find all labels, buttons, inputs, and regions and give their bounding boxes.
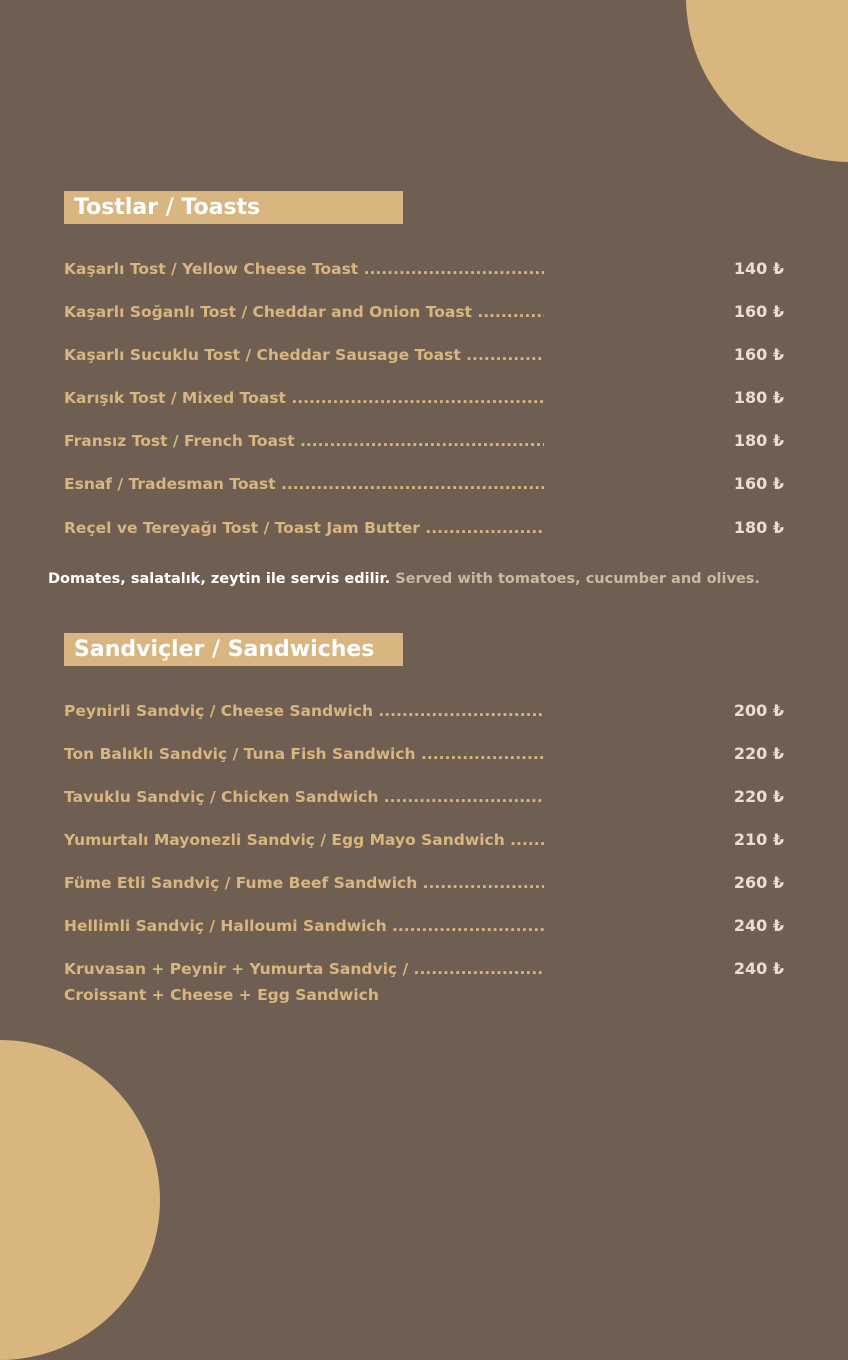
item-name: Reçel ve Tereyağı Tost / Toast Jam Butter ..... (64, 517, 544, 539)
menu-item-sandwich (64, 743, 784, 767)
item-name: Hellimli Sandviç / Halloumi Sandwich ..... (64, 915, 544, 937)
menu-item-sandwich (64, 958, 784, 1010)
item-price: 200 ₺ (733, 701, 784, 720)
toasts-section-title: Tostlar / Toasts (64, 191, 403, 224)
menu-item-sandwich (64, 786, 784, 810)
item-name: Kaşarlı Sucuklu Tost / Cheddar Sausage Toast ..... (64, 344, 544, 366)
item-price: 180 ₺ (733, 388, 784, 407)
item-name: Kaşarlı Tost / Yellow Cheese Toast ..... (64, 258, 544, 280)
item-price: 220 ₺ (733, 787, 784, 806)
item-price: 240 ₺ (733, 916, 784, 935)
menu-item-toast (64, 258, 784, 282)
item-price: 140 ₺ (733, 259, 784, 278)
item-price: 160 ₺ (733, 302, 784, 321)
serving-note-english: Served with tomatoes, cucumber and olives. (395, 571, 760, 587)
serving-note-turkish: Domates, salatalık, zeytin ile servis edilir. (48, 571, 391, 587)
item-price: 180 ₺ (733, 518, 784, 537)
item-price: 160 ₺ (733, 345, 784, 364)
menu-item-toast (64, 344, 784, 368)
item-name: Kruvasan + Peynir + Yumurta Sandviç / ..... (64, 958, 544, 980)
item-price: 180 ₺ (733, 431, 784, 450)
item-name: Kaşarlı Soğanlı Tost / Cheddar and Onion Toast ..... (64, 301, 544, 323)
menu-item-sandwich (64, 915, 784, 939)
item-price: 160 ₺ (733, 474, 784, 493)
menu-item-sandwich (64, 872, 784, 896)
item-price: 260 ₺ (733, 873, 784, 892)
item-name: Füme Etli Sandviç / Fume Beef Sandwich ..... (64, 872, 544, 894)
item-price: 210 ₺ (733, 830, 784, 849)
item-name: Yumurtalı Mayonezli Sandviç / Egg Mayo Sandwich ..... (64, 829, 544, 851)
decorative-circle-top-right (686, 0, 848, 162)
item-name-continued: Croissant + Cheese + Egg Sandwich (64, 986, 379, 1004)
item-name: Tavuklu Sandviç / Chicken Sandwich ..... (64, 786, 544, 808)
menu-item-toast (64, 387, 784, 411)
menu-item-toast (64, 517, 784, 541)
item-name: Karışık Tost / Mixed Toast ..... (64, 387, 544, 409)
serving-note (48, 568, 838, 590)
decorative-circle-bottom-left (0, 1040, 160, 1360)
item-name: Ton Balıklı Sandviç / Tuna Fish Sandwich ..... (64, 743, 544, 765)
menu-item-toast (64, 430, 784, 454)
sandwiches-section-title: Sandviçler / Sandwiches (64, 633, 403, 666)
item-name: Peynirli Sandviç / Cheese Sandwich ..... (64, 700, 544, 722)
menu-item-toast (64, 301, 784, 325)
item-price: 240 ₺ (733, 959, 784, 978)
item-name: Esnaf / Tradesman Toast ..... (64, 473, 544, 495)
menu-item-sandwich (64, 829, 784, 853)
menu-item-toast (64, 473, 784, 497)
item-price: 220 ₺ (733, 744, 784, 763)
item-name: Fransız Tost / French Toast ..... (64, 430, 544, 452)
menu-item-sandwich (64, 700, 784, 724)
